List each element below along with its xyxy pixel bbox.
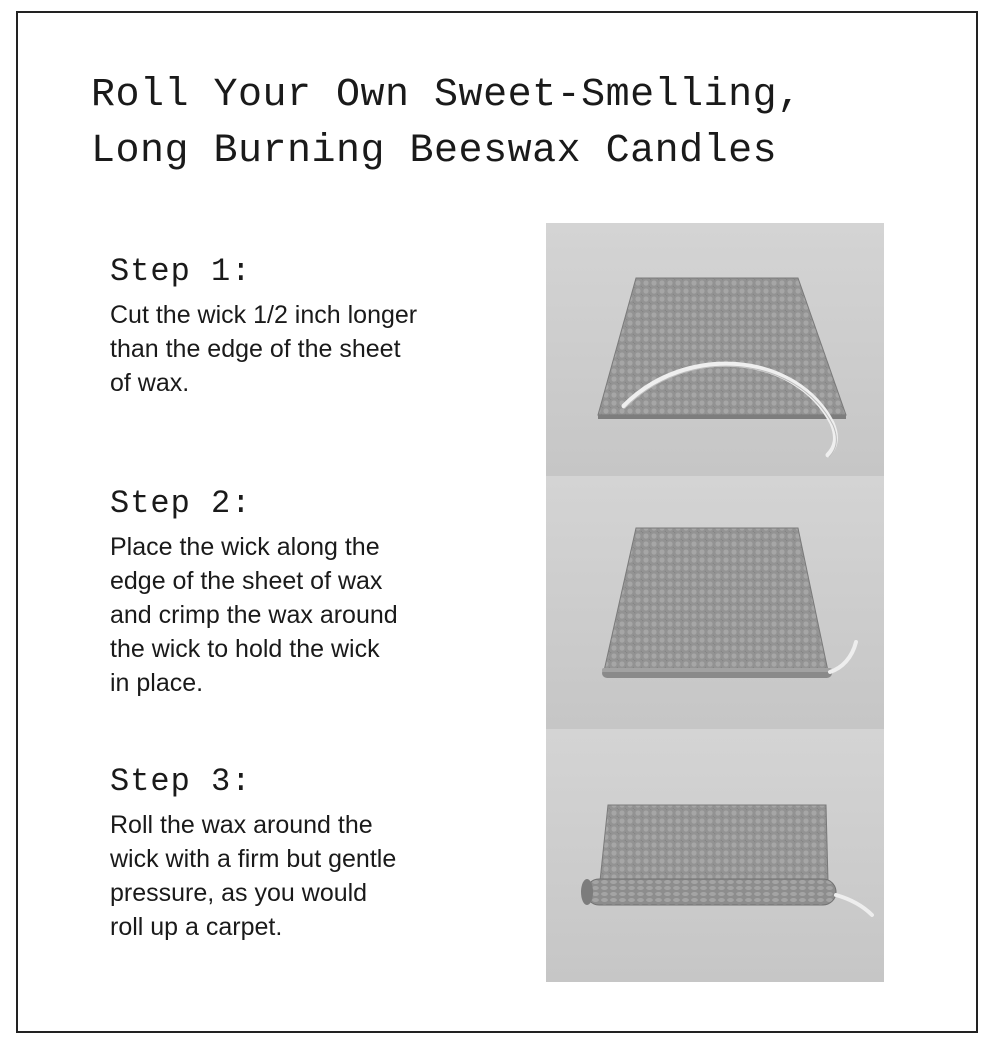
step-2-text bbox=[110, 530, 510, 700]
step-1-text-line: Cut the wick 1/2 inch longer bbox=[110, 301, 418, 329]
step-3 bbox=[110, 762, 510, 944]
step-3-text-line: Roll the wax around the bbox=[110, 811, 373, 839]
step-2-text-line: and crimp the wax around bbox=[110, 601, 398, 629]
wax-sheet-with-crimped-wick-illustration bbox=[546, 476, 884, 729]
step-3-text-line: pressure, as you would bbox=[110, 879, 368, 907]
step-1 bbox=[110, 252, 510, 400]
step-2-text-line: edge of the sheet of wax bbox=[110, 567, 383, 595]
step-3-text-line: wick with a firm but gentle bbox=[110, 845, 397, 873]
step-2-text-line: Place the wick along the bbox=[110, 533, 380, 561]
step-2-text-line: in place. bbox=[110, 669, 204, 697]
step-1-heading: Step 1: bbox=[110, 253, 252, 290]
step-3-photo bbox=[546, 729, 884, 982]
step-2-heading: Step 2: bbox=[110, 485, 252, 522]
step-2 bbox=[110, 484, 510, 700]
step-1-text-line: than the edge of the sheet bbox=[110, 335, 401, 363]
title-line-1: Roll Your Own Sweet-Smelling, bbox=[91, 73, 802, 118]
step-1-text-line: of wax. bbox=[110, 369, 190, 397]
wax-sheet-partially-rolled-illustration bbox=[546, 729, 884, 982]
wax-sheet-with-loose-wick-illustration bbox=[546, 223, 884, 476]
step-3-text bbox=[110, 808, 510, 944]
step-3-text-line: roll up a carpet. bbox=[110, 913, 283, 941]
step-1-text bbox=[110, 298, 510, 400]
step-2-photo bbox=[546, 476, 884, 729]
step-1-photo bbox=[546, 223, 884, 476]
step-2-text-line: the wick to hold the wick bbox=[110, 635, 380, 663]
page-title bbox=[91, 68, 802, 180]
step-3-heading: Step 3: bbox=[110, 763, 252, 800]
title-line-2: Long Burning Beeswax Candles bbox=[91, 129, 778, 174]
